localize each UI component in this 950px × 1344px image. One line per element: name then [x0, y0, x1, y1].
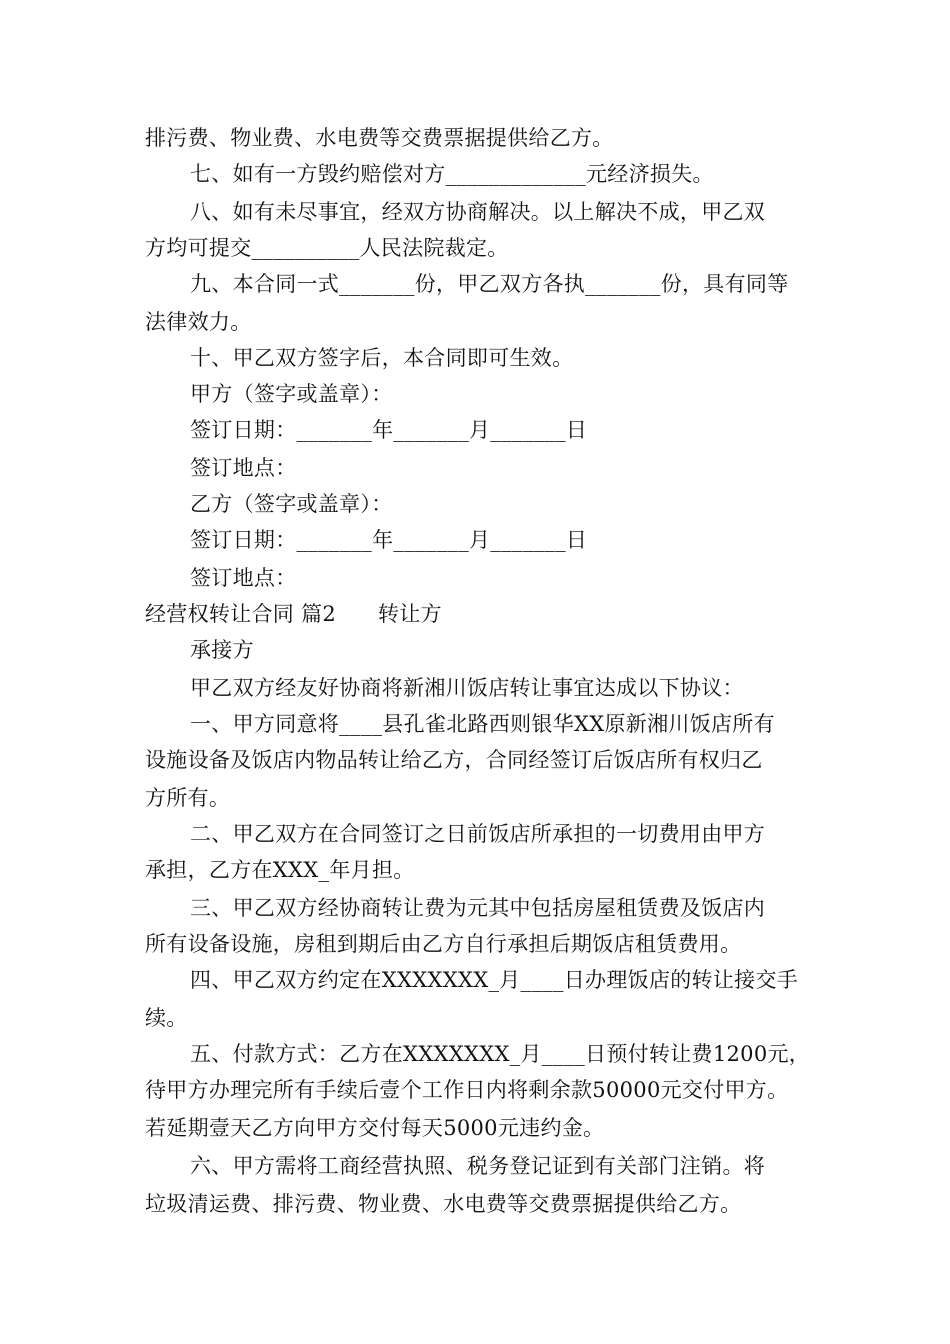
text-line: 方均可提交__________人民法院裁定。	[145, 236, 509, 260]
text-line: 待甲方办理完所有手续后壹个工作日内将剩余款50000元交付甲方。	[145, 1078, 789, 1102]
clause-7: 七、如有一方毁约赔偿对方_____________元经济损失。	[190, 162, 714, 186]
transferee-label: 承接方	[190, 638, 254, 662]
article-1: 一、甲方同意将____县孔雀北路西则银华XX原新湘川饭店所有	[190, 712, 775, 736]
text-line: 方所有。	[145, 786, 231, 810]
text-line: 设施设备及饭店内物品转让给乙方，合同经签订后饭店所有权归乙	[145, 748, 763, 772]
party-a-sign-place: 签订地点：	[190, 456, 297, 480]
article-5: 五、付款方式：乙方在XXXXXXX_月____日预付转让费1200元，	[190, 1042, 811, 1066]
party-b-signature: 乙方（签字或盖章）：	[190, 492, 393, 516]
article-6: 六、甲方需将工商经营执照、税务登记证到有关部门注销。将	[190, 1154, 766, 1178]
party-b-sign-date: 签订日期：_______年_______月_______日	[190, 528, 588, 552]
transferor-label: 转让方	[378, 602, 442, 626]
article-2: 二、甲乙双方在合同签订之日前饭店所承担的一切费用由甲方	[190, 822, 766, 846]
text-line: 续。	[145, 1006, 188, 1030]
text-line: 若延期壹天乙方向甲方交付每天5000元违约金。	[145, 1116, 605, 1140]
clause-9: 九、本合同一式_______份，甲乙双方各执_______份，具有同等	[190, 272, 789, 296]
text-line: 排污费、物业费、水电费等交费票据提供给乙方。	[145, 126, 614, 150]
section-heading	[145, 596, 850, 632]
text-line: 法律效力。	[145, 310, 252, 334]
clause-10: 十、甲乙双方签字后，本合同即可生效。	[190, 346, 574, 370]
agreement-intro: 甲乙双方经友好协商将新湘川饭店转让事宜达成以下协议：	[190, 676, 744, 700]
party-a-signature: 甲方（签字或盖章）：	[190, 382, 393, 406]
text-line: 承担，乙方在XXX_年月担。	[145, 858, 415, 882]
party-a-sign-date: 签订日期：_______年_______月_______日	[190, 418, 588, 442]
party-b-sign-place: 签订地点：	[190, 566, 297, 590]
clause-8: 八、如有未尽事宜，经双方协商解决。以上解决不成，甲乙双	[190, 200, 766, 224]
article-4: 四、甲乙双方约定在XXXXXXX_月____日办理饭店的转让接交手	[190, 968, 799, 992]
section-title: 经营权转让合同 篇2	[145, 602, 337, 626]
text-line: 所有设备设施，房租到期后由乙方自行承担后期饭店租赁费用。	[145, 932, 742, 956]
text-line: 垃圾清运费、排污费、物业费、水电费等交费票据提供给乙方。	[145, 1192, 742, 1216]
article-3: 三、甲乙双方经协商转让费为元其中包括房屋租赁费及饭店内	[190, 896, 766, 920]
